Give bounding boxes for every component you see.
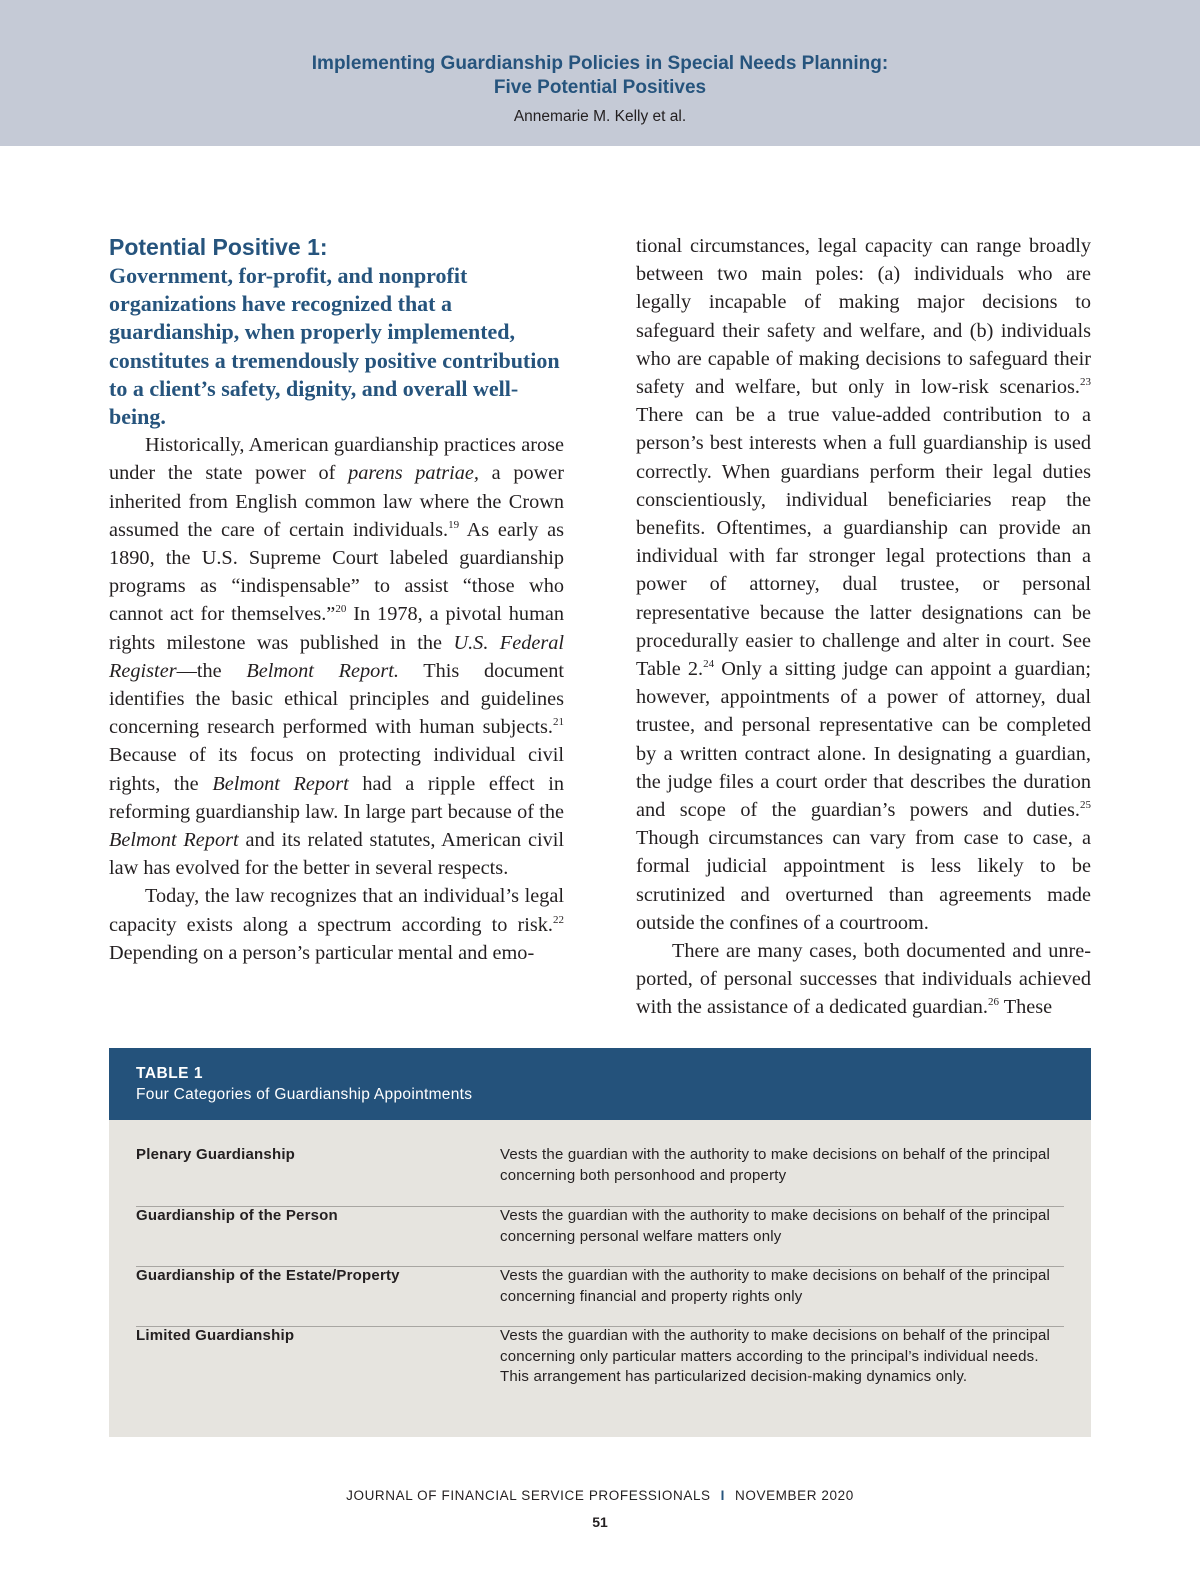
text-run: —the [176,659,247,682]
italic-run: Belmont Report [212,772,349,795]
article-title-line-2: Five Potential Positives [493,77,707,98]
text-run: Depending on a person’s particular mental and emo- [109,941,535,964]
page-footer [0,1488,1200,1503]
issue-date: NOVEMBER 2020 [735,1488,854,1503]
section-heading: Government, for-profit, and nonprofit organizations have recognized that a guardianship, when properly implemented, constitutes a tremendously positive contribution to a client’s safety, dignity, and overall well-being. [109,263,560,430]
page-number: 51 [592,1514,608,1530]
text-run: Because of its focus on protecting individual civil rights, the [109,744,564,795]
footnote-ref: 25 [1080,799,1091,812]
table-cell-category: Guardianship of the Estate/Property [136,1267,400,1284]
text-run: Historically, American guardianship practices arose under the state power of [109,434,564,485]
text-run: Though circumstances can vary from case to case, a formal judicial appointment is less likely to be scrutinized and overturned than agreements made outside the confines of a courtroom. [636,827,1091,934]
table-row [136,1145,1064,1207]
italic-run: Belmont Report [109,829,239,852]
text-run: and its related statutes, American civil law has evolved for the better in several respects. [109,829,565,880]
journal-name: JOURNAL OF FINANCIAL SERVICE PROFESSIONALS [346,1488,711,1503]
footnote-ref: 19 [448,518,460,531]
table-cell-description: Vests the guardian with the authority to make decisions on behalf of the principal concerning financial and property rights only [500,1267,1051,1305]
footnote-ref: 21 [553,716,564,729]
body-paragraph [636,937,1091,1022]
body-paragraph [109,882,564,967]
text-run: There can be a true value-added contribution to a person’s best interests when a full guardianship is used correctly. When guardians perform their legal duties conscientiously, individual beneficiaries reap the benefits. Oftentimes, a guardianship can provide an individual with far stronger legal protections than a power of attorney, dual trustee, or personal representative because the latter designations can be procedurally easier to challenge and alter in court. See Table 2. [636,404,1091,681]
text-run: had a ripple effect in reforming guardianship law. In large part because of the [109,772,565,823]
text-run: Today, the law recognizes that an individual’s legal capacity exists along a spectrum according to risk. [109,885,564,936]
table-header [109,1048,1091,1120]
text-run: As early as 1890, the U.S. Supreme Court labeled guardianship programs as “indispensable” to assist “those who cannot act for themselves.” [109,518,564,626]
table-cell-description: Vests the guardian with the authority to make decisions on behalf of the principal concerning only particular matters according to the principal’s individual needs. This arrangement has particularized decision-making dynamics only. [500,1327,1051,1385]
article-title-line-1: Implementing Guardianship Policies in Special Needs Planning: [311,53,889,74]
running-header [0,0,1200,146]
body-paragraph-continued [636,232,1091,937]
text-run: This document identifies the basic ethical principles and guidelines concerning research performed with human subjects. [109,659,564,739]
table-cell-description: Vests the guardian with the authority to make decisions on behalf of the principal concerning personal welfare matters only [500,1207,1051,1245]
article-author: Annemarie M. Kelly et al. [513,108,687,125]
footnote-ref: 23 [1080,376,1091,389]
footer-separator: I [720,1488,726,1503]
table-cell-category: Guardianship of the Person [136,1207,338,1224]
table-cell-category: Plenary Guardianship [136,1146,296,1163]
left-column [109,232,564,967]
footnote-ref: 20 [335,603,347,616]
table-1 [109,1048,1091,1437]
footnote-ref: 26 [987,996,999,1009]
table-row [136,1206,1064,1267]
footnote-ref: 24 [703,658,715,671]
table-cell-description: Vests the guardian with the authority to make decisions on behalf of the principal concerning both personhood and property [500,1146,1051,1184]
article-title [0,52,1200,100]
table-row [136,1326,1064,1416]
right-column [636,232,1091,1022]
table-label: TABLE 1 [136,1065,203,1082]
body-paragraph [109,431,564,882]
text-run: Only a sitting judge can appoint a guardian; however, appointments of a power of attorney, dual trustee, and personal representative can be completed by a written contract alone. In designating a guardian, the judge files a court order that describes the duration and scope of the guardian’s powers and duties. [636,658,1091,822]
italic-run: Belmont Report. [246,659,399,682]
table-cell-category: Limited Guardianship [136,1327,295,1344]
italic-run: U.S. Federal Register [109,631,565,682]
section-label: Potential Positive 1: [109,234,328,260]
table-row [136,1266,1064,1327]
text-run: These [998,996,1053,1019]
text-run: There are many cases, both documented and unreported, of personal successes that individuals achieved with the assistance of a dedicated guardian. [636,940,1091,1019]
text-run: In 1978, a pivotal human rights milestone was published in the [109,603,564,654]
table-caption: Four Categories of Guardianship Appointments [136,1086,473,1103]
footnote-ref: 22 [553,913,564,926]
text-run: a power inherited from English common law where the Crown assumed the care of certain individuals. [109,462,565,541]
text-run: tional circumstances, legal capacity can range broadly between two main poles: (a) individuals who are legally incapable of making major decisions to safeguard their safety and welfare, and (b) individuals who are capable of making decisions to safeguard their safety and welfare, but only in low-risk scenarios. [636,235,1091,399]
italic-run: parens patriae, [348,462,479,485]
